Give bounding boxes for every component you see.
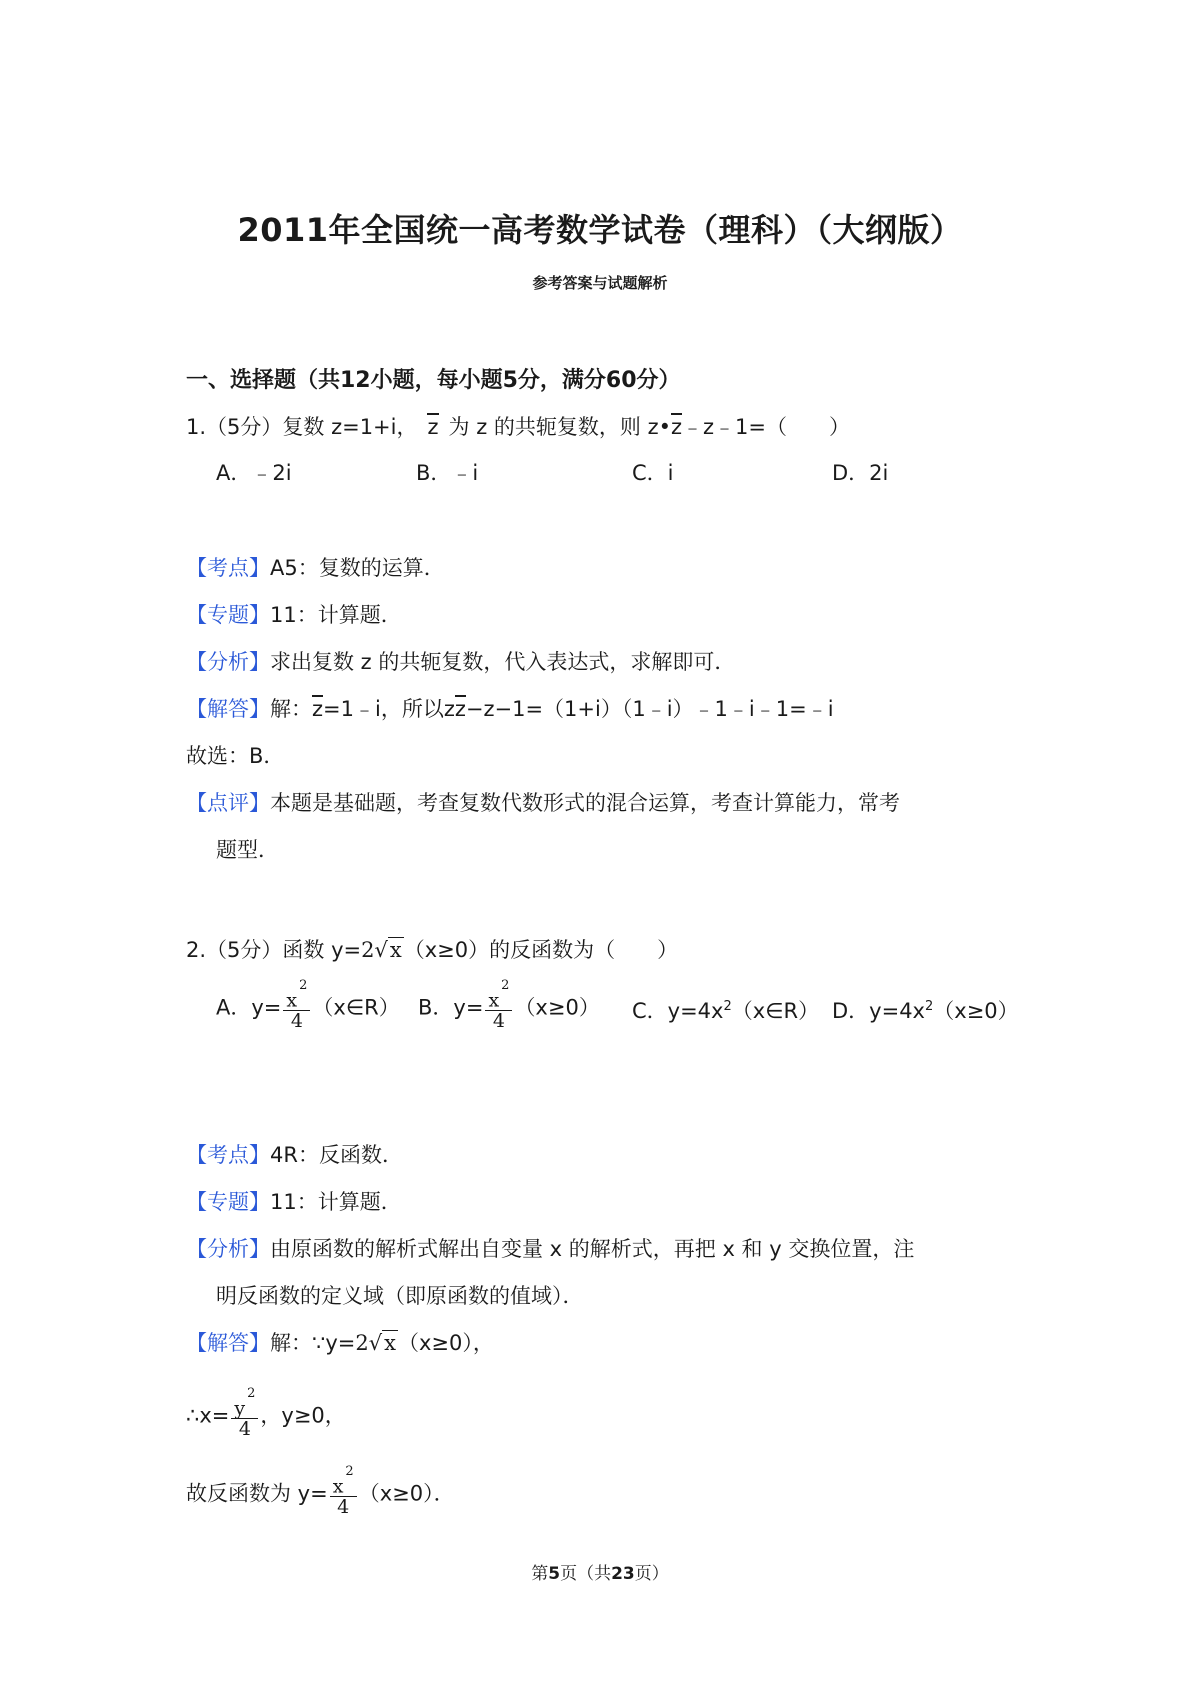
q2-stem: 2.（5分）函数 y=2√x（x≥0）的反函数为（ ） xyxy=(186,935,678,965)
fraction: $\frac{y^2}{4}$ xyxy=(231,1394,258,1439)
q1-zhuanti: 【专题】11：计算题． xyxy=(186,603,402,627)
q2-fenxi: 【分析】由原函数的解析式解出自变量 x 的解析式，再把 x 和 y 交换位置，注 xyxy=(186,1237,915,1261)
sqrt-expression: 2√x xyxy=(355,1331,396,1355)
q2-fenxi-cont: 明反函数的定义域（即原函数的值域）． xyxy=(216,1284,584,1308)
conjugate-z: z xyxy=(312,697,324,721)
page-footer: 第5页（共23页） xyxy=(531,1564,669,1584)
q1-jieda: 【解答】解：z=1﹣i，所以zz−z−1=（1+i）（1﹣i）﹣1﹣i﹣1=﹣i xyxy=(186,697,834,721)
q1-kaodian: 【考点】A5：复数的运算． xyxy=(186,556,445,580)
q2-zhuanti: 【专题】11：计算题． xyxy=(186,1190,402,1214)
zhuanti-tag: 【专题】 xyxy=(186,603,270,627)
fraction: $\frac{x^2}{4}$ xyxy=(330,1472,357,1517)
q2-step2: 故反函数为 y= $\frac{x^2}{4}$ （x≥0）． xyxy=(186,1464,455,1519)
q1-dianping-cont: 题型． xyxy=(216,838,279,862)
fraction: $\frac{x^2}{4}$ xyxy=(485,986,512,1031)
conjugate-z: z xyxy=(454,697,466,721)
fraction: $\frac{x^2}{4}$ xyxy=(283,986,310,1031)
q2-option-b: B．y= $\frac{x^2}{4}$ （x≥0） xyxy=(418,978,600,1033)
kaodian-tag: 【考点】 xyxy=(186,1143,270,1167)
q1-option-c: C．i xyxy=(632,461,674,485)
q2-jieda: 【解答】解：∵y=2√x（x≥0）， xyxy=(186,1328,494,1358)
page-total: 23 xyxy=(611,1564,635,1584)
fenxi-tag: 【分析】 xyxy=(186,650,270,674)
section-heading: 一、选择题（共12小题，每小题5分，满分60分） xyxy=(186,368,681,393)
page-number: 5 xyxy=(548,1564,561,1584)
page-subtitle: 参考答案与试题解析 xyxy=(532,274,668,292)
kaodian-tag: 【考点】 xyxy=(186,556,270,580)
q1-fenxi: 【分析】求出复数 z 的共轭复数，代入表达式，求解即可． xyxy=(186,650,736,674)
q2-kaodian: 【考点】4R：反函数． xyxy=(186,1143,403,1167)
q1-stem: 1.（5分）复数 z=1+i， z 为 z 的共轭复数，则 z•z﹣z﹣1=（ ） xyxy=(186,415,850,439)
q2-option-d: D．$y=4x^2(x\ge 0)$ xyxy=(832,999,1019,1023)
q2-step1: ∴x= $\frac{y^2}{4}$ ，y≥0， xyxy=(186,1386,346,1441)
fenxi-tag: 【分析】 xyxy=(186,1237,270,1261)
q1-option-b: B．﹣i xyxy=(416,461,479,485)
q1-answer: 故选：B． xyxy=(186,744,285,768)
q1-option-a: A．﹣2i xyxy=(216,461,292,485)
page-title: 2011年全国统一高考数学试卷（理科）（大纲版） xyxy=(237,211,963,249)
dianping-tag: 【点评】 xyxy=(186,791,270,815)
q1-dianping: 【点评】本题是基础题，考查复数代数形式的混合运算，考查计算能力，常考 xyxy=(186,791,900,815)
sqrt-expression: 2√x xyxy=(361,938,402,962)
q2-option-c: C．$y=4x^2(x\in R)$ xyxy=(632,999,820,1023)
q1-option-d: D．2i xyxy=(832,461,889,485)
zhuanti-tag: 【专题】 xyxy=(186,1190,270,1214)
jieda-tag: 【解答】 xyxy=(186,697,270,721)
jieda-tag: 【解答】 xyxy=(186,1331,270,1355)
q2-option-a: A．y= $\frac{x^2}{4}$ （x∈R） xyxy=(216,978,400,1033)
conjugate-z: z xyxy=(427,415,439,439)
conjugate-z: z xyxy=(670,415,683,439)
